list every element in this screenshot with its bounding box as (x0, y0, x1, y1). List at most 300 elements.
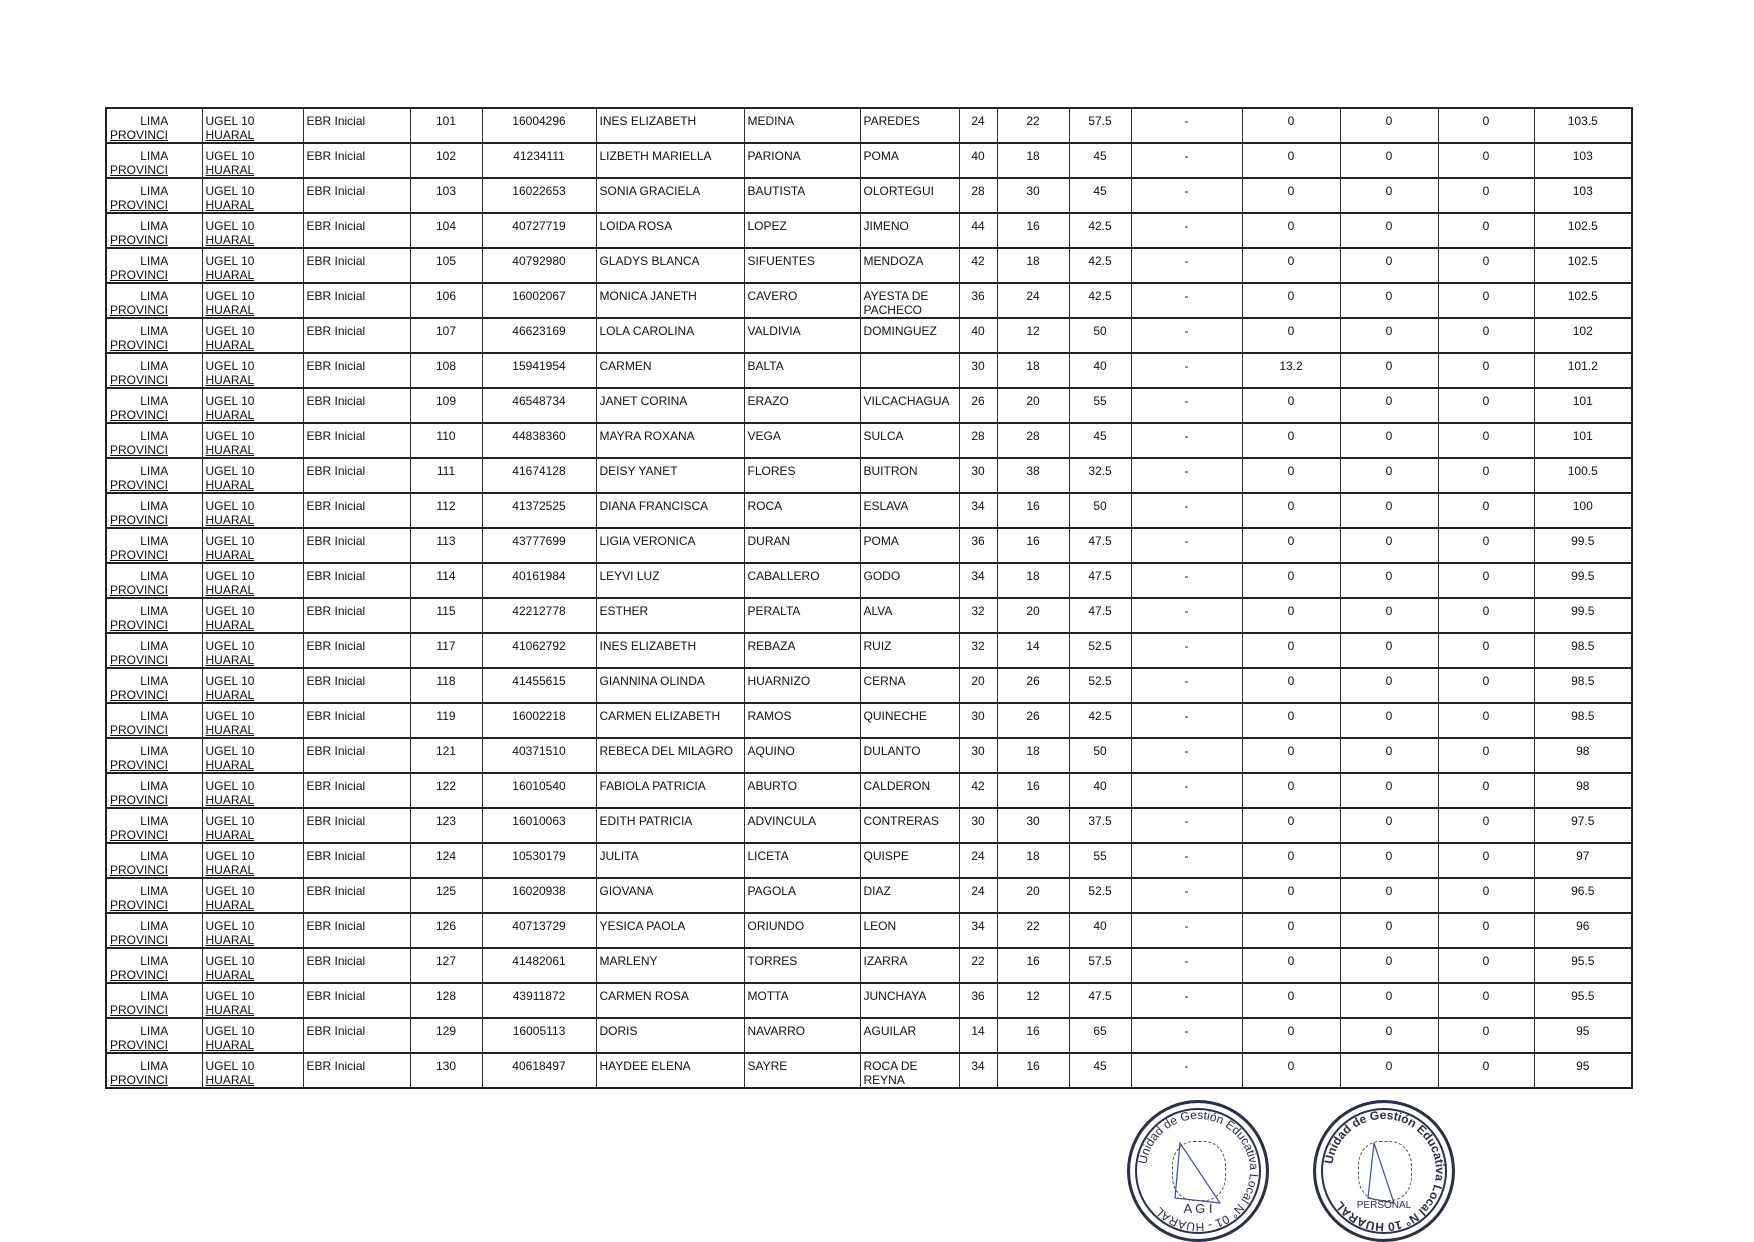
cell-surname-1 (744, 178, 860, 213)
cell-text: 102.5 (1567, 289, 1598, 303)
cell-text: 0 (1482, 149, 1490, 163)
cell-first-names (596, 668, 744, 703)
cell-total (1534, 458, 1632, 493)
cell-first-names (596, 878, 744, 913)
cell-text: 43777699 (512, 534, 566, 548)
cell-first-names (596, 598, 744, 633)
cell-score-1 (959, 843, 997, 878)
table-row (106, 388, 1632, 423)
cell-text: EBR Inicial (306, 569, 366, 583)
cell-score-5 (1242, 108, 1340, 143)
cell-text: UGEL 10 HUARAL (205, 149, 255, 177)
cell-score-6 (1340, 213, 1438, 248)
cell-level (303, 178, 410, 213)
cell-text: 117 (436, 639, 456, 653)
cell-text: AYESTA DE PACHECO (863, 289, 929, 317)
cell-region (106, 353, 202, 388)
svg-text:Unidad de Gestión Educativa Lo: Unidad de Gestión Educativa Local N° 10 HUARAL (1321, 1107, 1448, 1235)
cell-surname-2 (860, 773, 959, 808)
cell-text: EBR Inicial (306, 289, 366, 303)
cell-text: SONIA GRACIELA (599, 184, 701, 198)
cell-text: UGEL 10 HUARAL (205, 394, 255, 422)
cell-text: PERALTA (747, 604, 801, 618)
cell-text: CALDERON (863, 779, 931, 793)
cell-text: 20 (1026, 394, 1040, 408)
cell-first-names (596, 283, 744, 318)
cell-text: 55 (1093, 849, 1107, 863)
cell-surname-2 (860, 318, 959, 353)
cell-text: - (1184, 674, 1189, 688)
cell-surname-1 (744, 283, 860, 318)
cell-text: 30 (1026, 814, 1040, 828)
cell-text: REBECA DEL MILAGRO (599, 744, 734, 758)
cell-level (303, 598, 410, 633)
cell-score-3 (1069, 283, 1131, 318)
cell-region (106, 528, 202, 563)
cell-score-7 (1438, 1018, 1534, 1053)
cell-text: CARMEN (599, 359, 652, 373)
cell-dni (482, 1053, 596, 1088)
table-row (106, 633, 1632, 668)
cell-first-names (596, 213, 744, 248)
cell-text: - (1184, 1024, 1189, 1038)
cell-text: 95.5 (1571, 954, 1595, 968)
cell-text: 13.2 (1279, 359, 1303, 373)
cell-text: 0 (1287, 919, 1295, 933)
table-row (106, 283, 1632, 318)
cell-level (303, 668, 410, 703)
cell-text: 20 (1026, 604, 1040, 618)
cell-ugel (202, 843, 303, 878)
cell-text: 52.5 (1088, 639, 1112, 653)
cell-surname-1 (744, 633, 860, 668)
cell-score-2 (997, 283, 1069, 318)
cell-text: EBR Inicial (306, 849, 366, 863)
cell-score-7 (1438, 738, 1534, 773)
cell-text: LEYVI LUZ (599, 569, 660, 583)
cell-first-names (596, 353, 744, 388)
cell-first-names (596, 1053, 744, 1088)
cell-text: - (1184, 184, 1189, 198)
cell-surname-2 (860, 738, 959, 773)
ranking-table (105, 107, 1633, 1089)
cell-text: 0 (1385, 499, 1393, 513)
cell-score-2 (997, 773, 1069, 808)
cell-text: 32 (971, 639, 985, 653)
table-row (106, 738, 1632, 773)
cell-surname-2 (860, 878, 959, 913)
cell-rank (410, 773, 482, 808)
cell-score-4 (1131, 703, 1242, 738)
cell-total (1534, 878, 1632, 913)
cell-text: 114 (436, 569, 456, 583)
cell-total (1534, 143, 1632, 178)
cell-ugel (202, 318, 303, 353)
cell-text: 105 (435, 254, 457, 268)
cell-score-3 (1069, 423, 1131, 458)
cell-text: EBR Inicial (306, 534, 366, 548)
cell-text: 20 (971, 674, 985, 688)
cell-dni (482, 738, 596, 773)
cell-text: 0 (1482, 569, 1490, 583)
cell-text: CAVERO (747, 289, 798, 303)
cell-dni (482, 458, 596, 493)
cell-text: LIMA PROVINCI (110, 324, 169, 352)
cell-score-2 (997, 178, 1069, 213)
cell-text: UGEL 10 HUARAL (205, 114, 255, 142)
cell-text: 101 (1572, 429, 1593, 443)
cell-text: 28 (971, 429, 985, 443)
cell-surname-2 (860, 633, 959, 668)
cell-text: 16002218 (512, 709, 566, 723)
cell-first-names (596, 458, 744, 493)
cell-text: 0 (1385, 569, 1393, 583)
cell-total (1534, 948, 1632, 983)
cell-text: 42 (971, 779, 985, 793)
cell-text: UGEL 10 HUARAL (205, 849, 255, 877)
cell-text: UGEL 10 HUARAL (205, 359, 255, 387)
cell-text: 47.5 (1088, 604, 1112, 618)
cell-text: 0 (1385, 429, 1393, 443)
cell-text: JANET CORINA (599, 394, 688, 408)
cell-text: LIMA PROVINCI (110, 499, 169, 527)
cell-text: 0 (1385, 289, 1393, 303)
cell-score-6 (1340, 178, 1438, 213)
cell-text: 52.5 (1088, 674, 1112, 688)
cell-score-3 (1069, 703, 1131, 738)
cell-text: 41234111 (513, 149, 565, 163)
cell-text: 0 (1287, 639, 1295, 653)
cell-score-7 (1438, 773, 1534, 808)
cell-text: LIMA PROVINCI (110, 289, 169, 317)
cell-text: 97.5 (1571, 814, 1595, 828)
cell-text: 12 (1026, 989, 1040, 1003)
cell-text: 113 (436, 534, 456, 548)
cell-rank (410, 563, 482, 598)
cell-total (1534, 318, 1632, 353)
cell-score-1 (959, 948, 997, 983)
cell-score-6 (1340, 353, 1438, 388)
cell-text: 41062792 (512, 639, 566, 653)
cell-surname-1 (744, 703, 860, 738)
cell-score-7 (1438, 178, 1534, 213)
cell-text: LIMA PROVINCI (110, 1024, 169, 1052)
cell-text: 0 (1482, 289, 1490, 303)
table-row (106, 983, 1632, 1018)
cell-score-2 (997, 703, 1069, 738)
cell-score-3 (1069, 668, 1131, 703)
cell-text: DIANA FRANCISCA (599, 499, 709, 513)
cell-level (303, 633, 410, 668)
cell-score-2 (997, 318, 1069, 353)
cell-score-5 (1242, 213, 1340, 248)
cell-score-1 (959, 388, 997, 423)
cell-score-2 (997, 913, 1069, 948)
cell-ugel (202, 493, 303, 528)
cell-score-7 (1438, 808, 1534, 843)
cell-score-4 (1131, 423, 1242, 458)
cell-level (303, 773, 410, 808)
cell-total (1534, 913, 1632, 948)
cell-text: 15941954 (512, 359, 566, 373)
cell-text: 0 (1482, 849, 1490, 863)
cell-text: 0 (1287, 954, 1295, 968)
cell-text: UGEL 10 HUARAL (205, 814, 255, 842)
cell-text: 0 (1385, 709, 1393, 723)
cell-text: 22 (1026, 919, 1040, 933)
cell-score-6 (1340, 143, 1438, 178)
cell-text: 28 (1026, 429, 1040, 443)
cell-text: 40 (971, 324, 985, 338)
cell-text: CABALLERO (747, 569, 820, 583)
cell-text: - (1184, 849, 1189, 863)
cell-ugel (202, 633, 303, 668)
cell-score-5 (1242, 808, 1340, 843)
cell-rank (410, 948, 482, 983)
cell-text: 0 (1385, 884, 1393, 898)
cell-score-2 (997, 808, 1069, 843)
cell-dni (482, 808, 596, 843)
cell-text: 102 (1572, 324, 1593, 338)
cell-dni (482, 773, 596, 808)
cell-score-6 (1340, 598, 1438, 633)
cell-score-1 (959, 178, 997, 213)
cell-dni (482, 983, 596, 1018)
cell-text: 20 (1026, 884, 1040, 898)
cell-score-1 (959, 633, 997, 668)
cell-rank (410, 878, 482, 913)
cell-score-7 (1438, 598, 1534, 633)
cell-text: 0 (1385, 219, 1393, 233)
cell-first-names (596, 143, 744, 178)
cell-text: 36 (971, 989, 985, 1003)
cell-score-2 (997, 1053, 1069, 1088)
cell-text: 40 (971, 149, 985, 163)
cell-text: 0 (1482, 219, 1490, 233)
cell-region (106, 283, 202, 318)
cell-text: QUINECHE (863, 709, 927, 723)
cell-text: POMA (863, 534, 899, 548)
cell-surname-2 (860, 808, 959, 843)
cell-text: PAGOLA (747, 884, 796, 898)
cell-text: QUISPE (863, 849, 909, 863)
cell-score-7 (1438, 423, 1534, 458)
cell-text: 57.5 (1088, 954, 1112, 968)
cell-text: 45 (1093, 149, 1107, 163)
cell-text: 0 (1287, 744, 1295, 758)
cell-score-1 (959, 248, 997, 283)
cell-text: 16 (1026, 1024, 1040, 1038)
cell-text: UGEL 10 HUARAL (205, 954, 255, 982)
cell-surname-2 (860, 353, 959, 388)
cell-region (106, 423, 202, 458)
cell-text: LICETA (747, 849, 789, 863)
cell-text: 16022653 (512, 184, 566, 198)
cell-text: 112 (436, 499, 456, 513)
cell-region (106, 983, 202, 1018)
cell-text: UGEL 10 HUARAL (205, 184, 255, 212)
cell-score-2 (997, 528, 1069, 563)
cell-text: 0 (1385, 1059, 1393, 1073)
cell-score-1 (959, 703, 997, 738)
cell-rank (410, 738, 482, 773)
cell-ugel (202, 283, 303, 318)
cell-region (106, 458, 202, 493)
cell-text: 32.5 (1088, 464, 1112, 478)
cell-text: 0 (1385, 744, 1393, 758)
cell-score-4 (1131, 1053, 1242, 1088)
cell-score-3 (1069, 598, 1131, 633)
cell-score-5 (1242, 913, 1340, 948)
cell-first-names (596, 318, 744, 353)
table-row (106, 773, 1632, 808)
cell-score-6 (1340, 423, 1438, 458)
cell-ugel (202, 1018, 303, 1053)
cell-dni (482, 423, 596, 458)
cell-surname-2 (860, 1018, 959, 1053)
cell-ugel (202, 808, 303, 843)
cell-score-6 (1340, 633, 1438, 668)
cell-text: 0 (1287, 184, 1295, 198)
cell-score-2 (997, 1018, 1069, 1053)
cell-level (303, 108, 410, 143)
cell-text: ROCA DE REYNA (863, 1059, 918, 1087)
cell-text: - (1184, 779, 1189, 793)
cell-text: LOPEZ (747, 219, 787, 233)
cell-text: 16 (1026, 499, 1040, 513)
cell-score-1 (959, 143, 997, 178)
cell-ugel (202, 1053, 303, 1088)
cell-total (1534, 738, 1632, 773)
cell-score-2 (997, 213, 1069, 248)
cell-score-2 (997, 738, 1069, 773)
cell-level (303, 143, 410, 178)
cell-level (303, 423, 410, 458)
cell-text: - (1184, 429, 1189, 443)
cell-level (303, 948, 410, 983)
cell-text: 0 (1287, 394, 1295, 408)
cell-text: 18 (1026, 569, 1040, 583)
cell-text: POMA (863, 149, 899, 163)
cell-text: 34 (971, 569, 985, 583)
cell-text: UGEL 10 HUARAL (205, 884, 255, 912)
cell-text: 130 (435, 1059, 457, 1073)
cell-text: 0 (1287, 114, 1295, 128)
cell-text: NAVARRO (747, 1024, 806, 1038)
cell-score-4 (1131, 388, 1242, 423)
cell-text: 0 (1385, 359, 1393, 373)
cell-total (1534, 633, 1632, 668)
cell-text: 0 (1287, 779, 1295, 793)
cell-level (303, 703, 410, 738)
cell-score-3 (1069, 983, 1131, 1018)
cell-score-4 (1131, 213, 1242, 248)
cell-text: 40161984 (512, 569, 566, 583)
cell-text: JIMENO (863, 219, 909, 233)
cell-text: 101 (1572, 394, 1593, 408)
cell-text: 0 (1482, 814, 1490, 828)
table-row (106, 913, 1632, 948)
cell-level (303, 353, 410, 388)
cell-score-7 (1438, 248, 1534, 283)
cell-surname-1 (744, 913, 860, 948)
cell-region (106, 563, 202, 598)
cell-text: 96 (1576, 919, 1590, 933)
cell-text: MENDOZA (863, 254, 924, 268)
cell-text: FLORES (747, 464, 796, 478)
cell-text: 107 (435, 324, 457, 338)
cell-ugel (202, 773, 303, 808)
cell-text: 16010540 (512, 779, 566, 793)
cell-dni (482, 563, 596, 598)
cell-total (1534, 178, 1632, 213)
cell-text: BALTA (747, 359, 784, 373)
cell-score-1 (959, 283, 997, 318)
cell-region (106, 878, 202, 913)
cell-score-6 (1340, 983, 1438, 1018)
cell-surname-2 (860, 458, 959, 493)
cell-text: 57.5 (1088, 114, 1112, 128)
cell-score-7 (1438, 213, 1534, 248)
cell-region (106, 178, 202, 213)
cell-text: 28 (971, 184, 985, 198)
cell-score-4 (1131, 913, 1242, 948)
cell-text: EBR Inicial (306, 919, 366, 933)
cell-score-2 (997, 843, 1069, 878)
cell-dni (482, 843, 596, 878)
cell-text: 102.5 (1567, 254, 1598, 268)
cell-text: LIMA PROVINCI (110, 884, 169, 912)
cell-text: 127 (435, 954, 457, 968)
cell-text: 30 (971, 744, 985, 758)
cell-score-7 (1438, 318, 1534, 353)
cell-surname-2 (860, 423, 959, 458)
cell-text: 0 (1287, 989, 1295, 1003)
cell-text: MARLENY (599, 954, 658, 968)
cell-text: 99.5 (1571, 604, 1595, 618)
cell-text: 44 (971, 219, 985, 233)
cell-first-names (596, 983, 744, 1018)
cell-text: 50 (1093, 744, 1107, 758)
cell-text: 16004296 (512, 114, 566, 128)
cell-score-7 (1438, 1053, 1534, 1088)
cell-text: 0 (1482, 989, 1490, 1003)
cell-text: UGEL 10 HUARAL (205, 289, 255, 317)
cell-text: 98 (1576, 779, 1590, 793)
cell-text: 16020938 (512, 884, 566, 898)
cell-text: 30 (971, 359, 985, 373)
cell-region (106, 633, 202, 668)
cell-text: CARMEN ELIZABETH (599, 709, 721, 723)
cell-dni (482, 598, 596, 633)
cell-region (106, 598, 202, 633)
cell-score-3 (1069, 178, 1131, 213)
cell-text: 101 (435, 114, 457, 128)
cell-text: 0 (1385, 534, 1393, 548)
table-row (106, 563, 1632, 598)
cell-region (106, 913, 202, 948)
cell-text: VALDIVIA (747, 324, 801, 338)
cell-text: JULITA (599, 849, 639, 863)
cell-score-1 (959, 913, 997, 948)
cell-score-6 (1340, 283, 1438, 318)
cell-text: GIOVANA (599, 884, 654, 898)
cell-score-5 (1242, 388, 1340, 423)
cell-text: UGEL 10 HUARAL (205, 1024, 255, 1052)
cell-text: 40713729 (512, 919, 566, 933)
cell-text: LIMA PROVINCI (110, 989, 169, 1017)
cell-text: 0 (1385, 149, 1393, 163)
